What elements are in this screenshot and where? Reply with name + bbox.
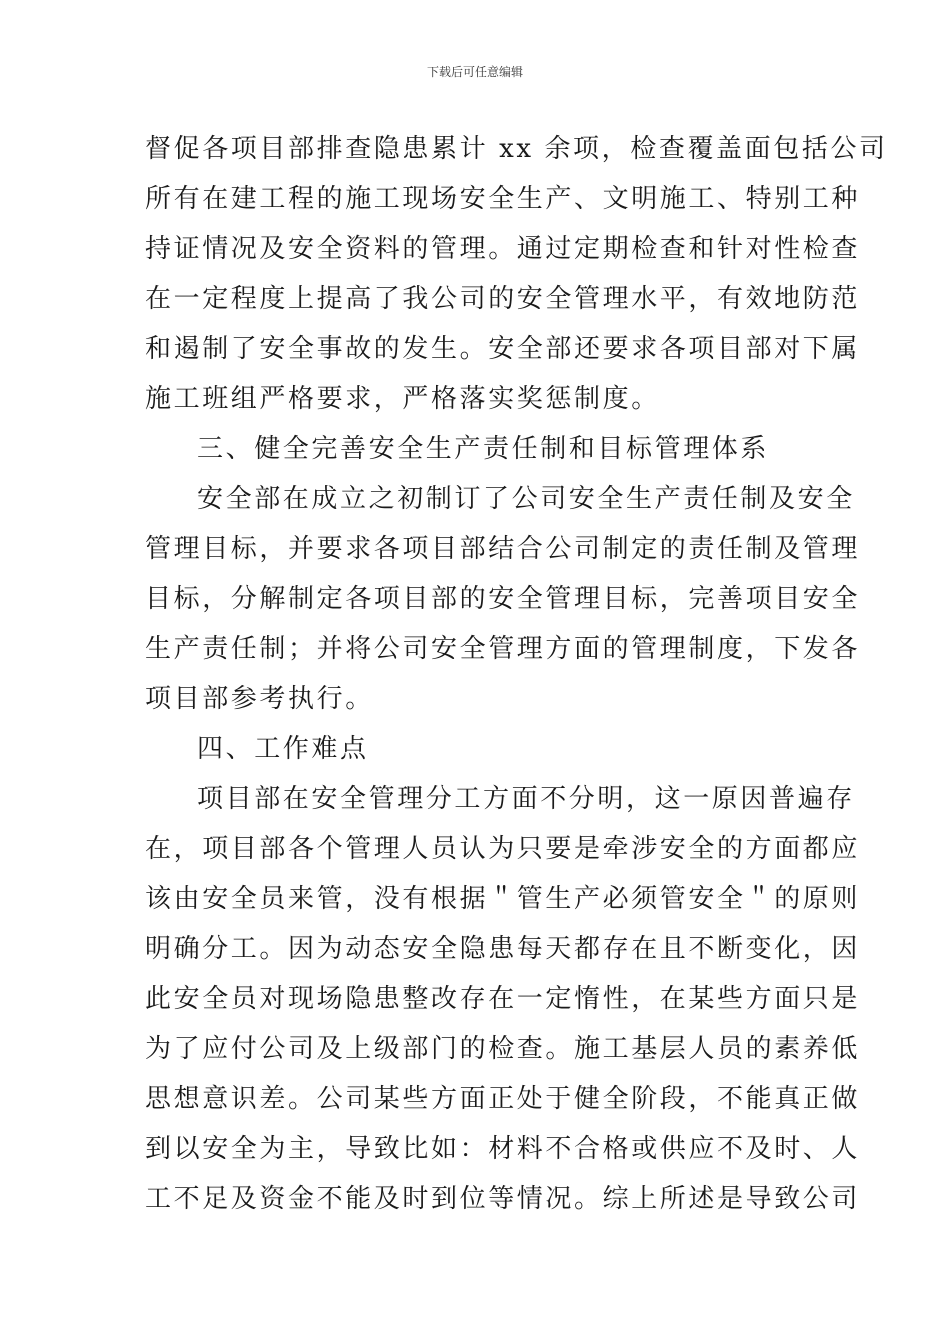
text-line: 生产责任制；并将公司安全管理方面的管理制度，下发各 <box>145 634 861 664</box>
text-line: 思想意识差。公司某些方面正处于健全阶段，不能真正做 <box>145 1084 861 1114</box>
page-header: 下载后可任意编辑 <box>426 65 523 79</box>
text-line: 在，项目部各个管理人员认为只要是牵涉安全的方面都应 <box>145 834 861 864</box>
text-line: 项目部在安全管理分工方面不分明，这一原因普遍存 <box>197 784 855 814</box>
text-line: 持证情况及安全资料的管理。通过定期检查和针对性检查 <box>145 234 861 264</box>
text-line: 管理目标，并要求各项目部结合公司制定的责任制及管理 <box>145 534 861 564</box>
section-heading: 三、健全完善安全生产责任制和目标管理体系 <box>197 434 770 464</box>
section-heading: 四、工作难点 <box>197 734 369 764</box>
text-line: 安全部在成立之初制订了公司安全生产责任制及安全 <box>197 484 855 514</box>
text-line: 在一定程度上提高了我公司的安全管理水平，有效地防范 <box>145 284 861 314</box>
text-line: 该由安全员来管，没有根据＂管生产必须管安全＂的原则 <box>145 884 861 914</box>
document-body <box>145 124 888 1224</box>
text-line: 所有在建工程的施工现场安全生产、文明施工、特别工种 <box>145 184 861 214</box>
text-line: 工不足及资金不能及时到位等情况。综上所述是导致公司 <box>145 1184 861 1214</box>
text-line: 施工班组严格要求，严格落实奖惩制度。 <box>145 384 660 414</box>
text-line: 项目部参考执行。 <box>145 684 374 714</box>
text-line: 明确分工。因为动态安全隐患每天都存在且不断变化，因 <box>145 934 861 964</box>
text-line: 为了应付公司及上级部门的检查。施工基层人员的素养低 <box>145 1034 861 1064</box>
text-line: 此安全员对现场隐患整改存在一定惰性，在某些方面只是 <box>145 984 861 1014</box>
text-line: 到以安全为主，导致比如：材料不合格或供应不及时、人 <box>145 1134 861 1164</box>
text-line: 目标，分解制定各项目部的安全管理目标，完善项目安全 <box>145 584 861 614</box>
text-line: 和遏制了安全事故的发生。安全部还要求各项目部对下属 <box>145 334 861 364</box>
text-line: 督促各项目部排查隐患累计 xx 余项，检查覆盖面包括公司 <box>145 134 888 164</box>
